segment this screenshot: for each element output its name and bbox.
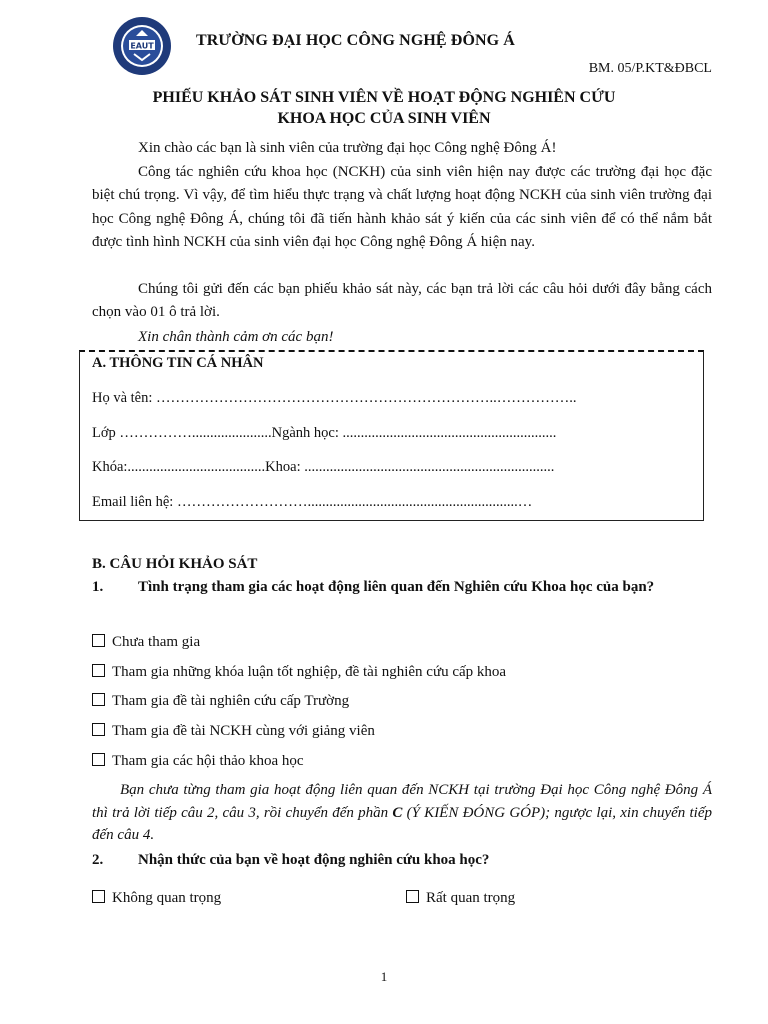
thanks-line: Xin chân thành cảm ơn các bạn! (138, 329, 334, 345)
q1-option-1[interactable] (92, 634, 200, 651)
q1-option-5[interactable] (92, 753, 304, 770)
q2-option-1[interactable] (92, 890, 221, 907)
checkbox-icon[interactable] (92, 723, 105, 736)
cohort-faculty-field[interactable]: Khóa:......................................Khoa: ..................................................................... (92, 459, 555, 475)
name-field[interactable]: Họ và tên: ……………………………………………………………..…………….. (92, 390, 577, 406)
q1-option-2-label: Tham gia những khóa luận tốt nghiệp, đề tài nghiên cứu cấp khoa (112, 664, 507, 680)
university-logo (112, 16, 172, 76)
personal-info-box (79, 351, 704, 521)
form-code: BM. 05/P.KT&ĐBCL (588, 61, 712, 76)
section-b-heading: B. CÂU HỎI KHẢO SÁT (92, 556, 258, 572)
q1-option-4-label: Tham gia đề tài NCKH cùng với giảng viên (112, 723, 375, 739)
survey-title (0, 87, 768, 129)
q2-option-2-label: Rất quan trọng (426, 890, 516, 906)
instruction-note (92, 779, 712, 847)
q1-option-3[interactable] (92, 693, 349, 710)
question-2 (92, 849, 712, 872)
intro-paragraph-2: Chúng tôi gửi đến các bạn phiếu khảo sát này, các bạn trả lời các câu hỏi dưới đây bằng cách chọn vào 01 ô trả lời. (92, 281, 712, 321)
checkbox-icon[interactable] (92, 664, 105, 677)
logo-text: EAUT (130, 41, 154, 51)
note-part-2: (Ý KIẾN ĐÓNG GÓP); ngược lại, xin chuyển tiếp đến câu 4. (92, 804, 712, 843)
q1-option-1-label: Chưa tham gia (112, 634, 201, 650)
question-1-text: Tình trạng tham gia các hoạt động liên quan đến Nghiên cứu Khoa học của bạn? (138, 579, 655, 595)
question-1 (92, 576, 712, 599)
checkbox-icon[interactable] (92, 634, 105, 647)
email-field[interactable]: Email liên hệ: ………………………..........................................................… (92, 494, 533, 510)
question-1-number: 1. (92, 579, 104, 595)
title-line-2: KHOA HỌC CỦA SINH VIÊN (277, 110, 491, 127)
class-major-field[interactable]: Lớp ……………......................Ngành học: ........................................................... (92, 425, 557, 441)
checkbox-icon[interactable] (92, 753, 105, 766)
question-2-number: 2. (92, 852, 104, 868)
q1-option-3-label: Tham gia đề tài nghiên cứu cấp Trường (112, 693, 350, 709)
checkbox-icon[interactable] (406, 890, 419, 903)
q1-option-5-label: Tham gia các hội thảo khoa học (112, 753, 304, 769)
greeting: Xin chào các bạn là sinh viên của trường đại học Công nghệ Đông Á! (138, 140, 557, 156)
section-a-heading: A. THÔNG TIN CÁ NHÂN (92, 355, 264, 371)
q2-option-2[interactable] (406, 890, 515, 907)
question-2-text: Nhận thức của bạn về hoạt động nghiên cứu khoa học? (138, 852, 490, 868)
university-name: TRƯỜNG ĐẠI HỌC CÔNG NGHỆ ĐÔNG Á (196, 32, 515, 49)
checkbox-icon[interactable] (92, 890, 105, 903)
intro-paragraph-1: Công tác nghiên cứu khoa học (NCKH) của sinh viên hiện nay được các trường đại học đặc biệt chú trọng. Vì vậy, để tìm hiểu thực trạng và chất lượng hoạt động NCKH của sinh viên trường đại học Công nghệ Đông Á, chúng tôi đã tiến hành khảo sát ý kiến của các sinh viên để có thể nắm bắt được tình hình NCKH của sinh viên đại học Công nghệ Đông Á hiện nay. (92, 164, 712, 251)
page-number: 1 (380, 969, 388, 984)
q1-option-2[interactable] (92, 664, 506, 681)
title-line-1: PHIẾU KHẢO SÁT SINH VIÊN VỀ HOẠT ĐỘNG NGHIÊN CỨU (152, 89, 616, 106)
note-part-1: Bạn chưa từng tham gia hoạt động liên quan đến NCKH tại trường Đại học Công nghệ Đông Á thì trả lời tiếp câu 2, câu 3, rồi chuyển đến phần (92, 782, 712, 821)
q1-option-4[interactable] (92, 723, 375, 740)
note-section-c: C (392, 804, 403, 821)
q2-option-1-label: Không quan trọng (112, 890, 222, 906)
checkbox-icon[interactable] (92, 693, 105, 706)
